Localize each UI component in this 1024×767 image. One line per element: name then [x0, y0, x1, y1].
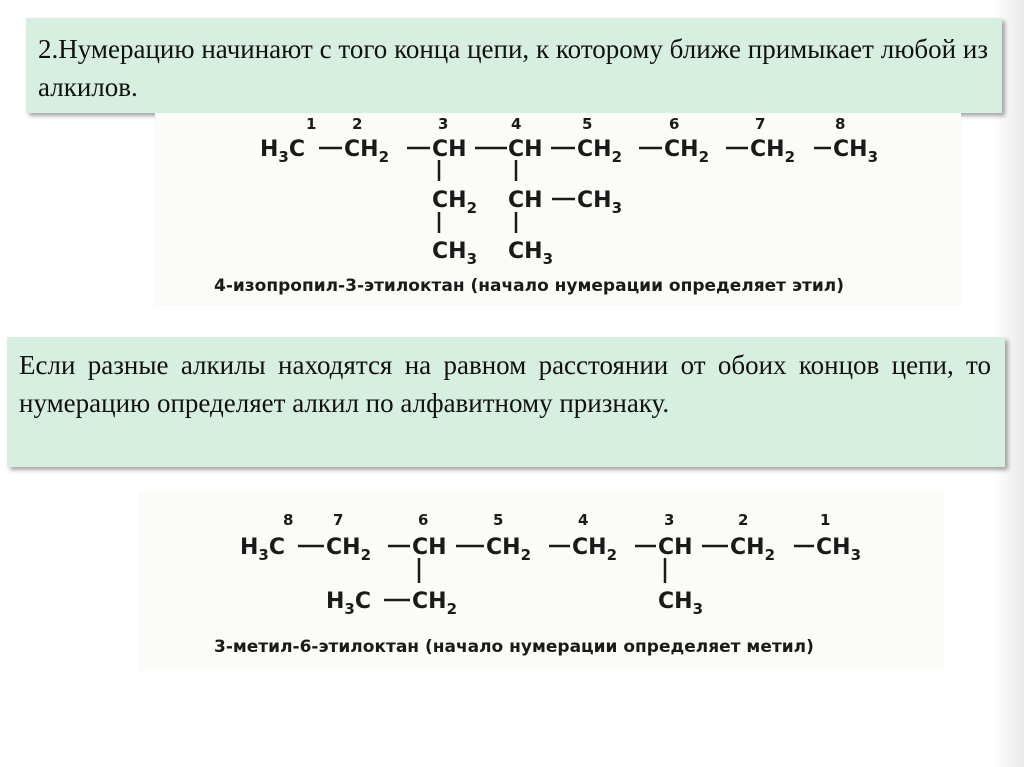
group-h3c: $H_3C$: [326, 589, 372, 618]
group-ch3: $CH_3$: [577, 188, 622, 217]
group-ch2: $CH_2$: [412, 589, 457, 618]
formula2-caption: 3-метил-6-этилоктан (начало нумерации определяет метил): [214, 637, 814, 657]
group-ch: CH: [508, 137, 543, 162]
formula1-caption: 4-изопропил-3-этилоктан (начало нумерации определяет этил): [214, 276, 845, 296]
carbon-number: 6: [418, 511, 429, 529]
rule-numbering-text: 2.Нумерацию начинают с того конца цепи, к которому ближе примыкает любой из алкилов.: [38, 34, 988, 102]
group-ch: CH: [412, 535, 447, 560]
group-ch3: $CH_3$: [432, 239, 477, 268]
group-h3c: $H_3C$: [260, 137, 306, 166]
carbon-number: 3: [664, 511, 675, 529]
group-h3c: $H_3C$: [240, 535, 286, 564]
carbon-number: 3: [438, 115, 449, 133]
carbon-number: 2: [738, 511, 749, 529]
carbon-number: 5: [582, 115, 593, 133]
carbon-number: 7: [755, 115, 766, 133]
carbon-number: 4: [511, 115, 522, 133]
group-ch3: $CH_3$: [508, 239, 553, 268]
group-ch2: $CH_2$: [730, 535, 775, 564]
carbon-number: 8: [283, 511, 294, 529]
group-ch2: $CH_2$: [750, 137, 795, 166]
group-ch2: $CH_2$: [577, 137, 622, 166]
rule-alphabet-text: Если разные алкилы находятся на равном расстоянии от обоих концов цепи, то нумерацию определяет алкил по алфавитному признаку.: [19, 350, 991, 418]
formula2-svg: [138, 491, 944, 671]
carbon-number: 5: [493, 511, 504, 529]
carbon-number: 1: [820, 511, 831, 529]
rule-numbering-box: [26, 18, 1002, 113]
group-ch3: $CH_3$: [658, 589, 703, 618]
group-ch: CH: [508, 188, 543, 213]
carbon-number: 6: [669, 115, 680, 133]
group-ch3: $CH_3$: [833, 137, 878, 166]
structural-formula-3-methyl-6-ethyloctane: [138, 491, 944, 671]
formula1-svg: [155, 113, 961, 306]
carbon-number: 1: [306, 115, 317, 133]
group-ch2: $CH_2$: [344, 137, 389, 166]
group-ch3: $CH_3$: [816, 535, 861, 564]
carbon-number: 8: [835, 115, 846, 133]
structural-formula-4-isopropyl-3-ethyloctane: [155, 113, 961, 306]
group-ch2: $CH_2$: [664, 137, 709, 166]
carbon-number: 7: [333, 511, 344, 529]
group-ch2: $CH_2$: [432, 188, 477, 217]
group-ch2: $CH_2$: [326, 535, 371, 564]
carbon-number: 2: [352, 115, 363, 133]
group-ch: CH: [658, 535, 693, 560]
group-ch: CH: [432, 137, 467, 162]
rule-alphabet-box: [7, 337, 1005, 467]
carbon-number: 4: [578, 511, 589, 529]
group-ch2: $CH_2$: [572, 535, 617, 564]
group-ch2: $CH_2$: [486, 535, 531, 564]
